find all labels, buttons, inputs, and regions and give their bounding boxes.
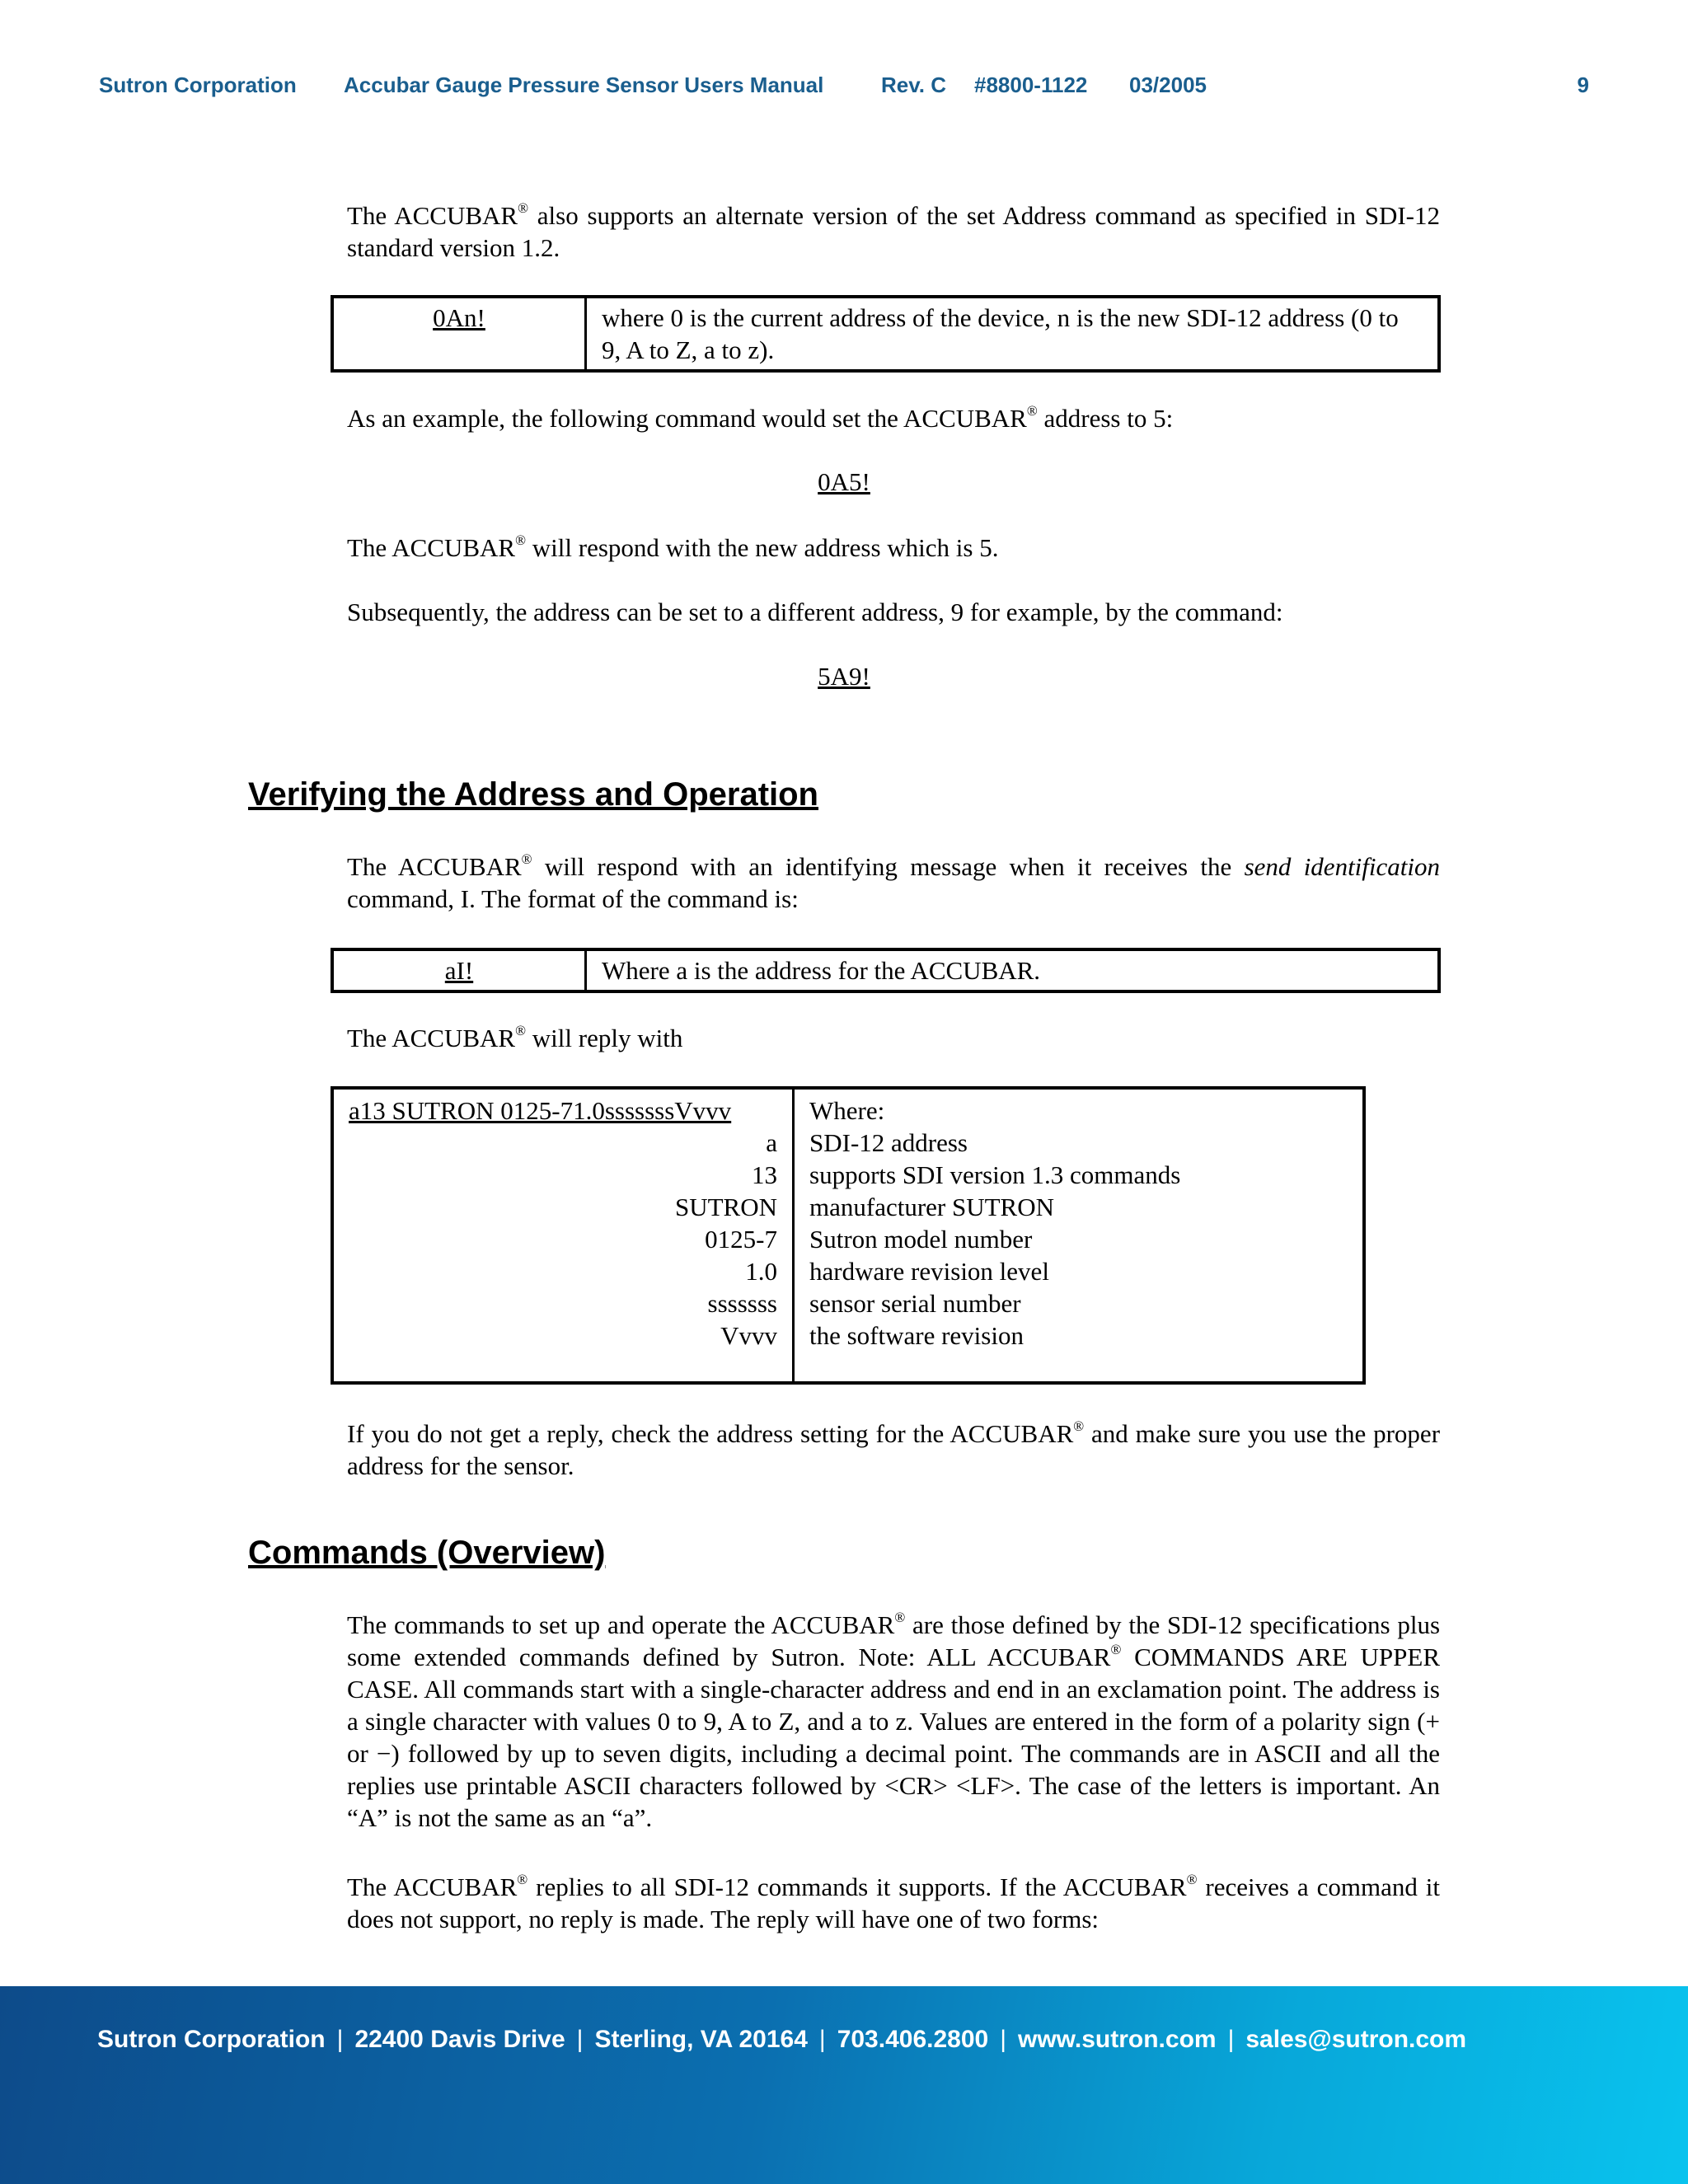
reply-field: a xyxy=(766,1128,777,1157)
reply-field-desc: the software revision xyxy=(809,1321,1024,1350)
respond-paragraph: The ACCUBAR® will respond with the new address which is 5. xyxy=(347,532,999,562)
footer-website-link[interactable]: www.sutron.com xyxy=(1018,2026,1217,2053)
reply-field-desc: hardware revision level xyxy=(809,1257,1049,1286)
reply-field: 1.0 xyxy=(745,1257,777,1286)
reply-field-desc: Sutron model number xyxy=(809,1225,1033,1254)
reply-field: Vvvv xyxy=(720,1321,777,1350)
replies-paragraph: The ACCUBAR® replies to all SDI-12 commands it supports. If the ACCUBAR® receives a command it does not support, no reply is made. The reply will have one of two forms: xyxy=(347,1872,1440,1933)
header-doc-number: #8800-1122 xyxy=(974,73,1088,97)
section-heading-verifying: Verifying the Address and Operation xyxy=(248,776,818,813)
example-command-2: 5A9! xyxy=(818,662,870,691)
section-heading-commands: Commands (Overview) xyxy=(248,1535,606,1571)
commands-paragraph: The commands to set up and operate the ACCUBAR® are those defined by the SDI-12 specifications plus some extended commands defined by Sutron. Note: ALL ACCUBAR® COMMANDS ARE UPPER CASE. All commands start with a single-character address and end in an exclamation point. The address is a single character with values 0 to 9, A to Z, and a to z. Values are entered in the form of a polarity sign (+ or −) followed by up to seven digits, including a decimal point. The commands are in ASCII and all the replies use printable ASCII characters followed by <CR> <LF>. The case of the letters is important. An “A” is not the same as an “a”. xyxy=(347,1610,1441,1832)
example-paragraph: As an example, the following command would set the ACCUBAR® address to 5: xyxy=(347,403,1174,433)
footer-city: Sterling, VA 20164 xyxy=(594,2026,808,2053)
reply-field: 0125-7 xyxy=(705,1225,777,1254)
set-address-command-table xyxy=(331,295,1441,373)
footer-address: 22400 Davis Drive xyxy=(354,2026,565,2053)
footer-phone: 703.406.2800 xyxy=(837,2026,989,2053)
header-title: Accubar Gauge Pressure Sensor Users Manual xyxy=(344,73,824,97)
reply-intro-paragraph: The ACCUBAR® will reply with xyxy=(347,1023,683,1052)
reply-field: sssssss xyxy=(707,1289,777,1318)
example-command-1: 0A5! xyxy=(818,467,870,496)
command-cell: aI! xyxy=(332,949,586,991)
reply-field: 13 xyxy=(752,1160,777,1189)
reply-format-string: a13 SUTRON 0125-71.0sssssssVvvv xyxy=(349,1096,732,1125)
command-description: Where a is the address for the ACCUBAR. xyxy=(602,956,1041,985)
header-rev: Rev. C xyxy=(881,73,946,97)
reply-descriptions-column xyxy=(794,1088,1365,1383)
reply-field-desc: manufacturer SUTRON xyxy=(809,1193,1054,1221)
header-company: Sutron Corporation xyxy=(99,73,297,97)
no-reply-paragraph: If you do not get a reply, check the address setting for the ACCUBAR® and make sure you use the proper address for the sensor. xyxy=(347,1418,1441,1480)
command-description: where 0 is the current address of the device, n is the new SDI-12 address (0 to 9, A to Z, a to z). xyxy=(602,303,1399,364)
reply-field-desc: sensor serial number xyxy=(809,1289,1021,1318)
footer-company: Sutron Corporation xyxy=(97,2026,326,2053)
footer-contact: Sutron Corporation | 22400 Davis Drive | Sterling, VA 20164 | 703.406.2800 | www.sutron.com | sales@sutron.com xyxy=(97,2026,1467,2053)
footer-banner xyxy=(0,1986,1688,2184)
command-cell: 0An! xyxy=(332,297,586,371)
subsequent-paragraph: Subsequently, the address can be set to a different address, 9 for example, by the command: xyxy=(347,598,1283,626)
reply-format-table xyxy=(331,1086,1366,1385)
identify-command-table xyxy=(331,948,1441,993)
intro-paragraph: The ACCUBAR® also supports an alternate version of the set Address command as specified in SDI-12 standard version 1.2. xyxy=(347,200,1440,262)
header-date: 03/2005 xyxy=(1129,73,1207,97)
reply-field: SUTRON xyxy=(674,1193,777,1221)
registered-mark: ® xyxy=(518,200,529,216)
page-number: 9 xyxy=(1577,73,1589,97)
footer-email-link[interactable]: sales@sutron.com xyxy=(1245,2026,1467,2053)
reply-field-desc: SDI-12 address xyxy=(809,1128,968,1157)
reply-fields-column xyxy=(332,1088,794,1383)
identify-paragraph: The ACCUBAR® will respond with an identifying message when it receives the send identification command, I. The format of the command is: xyxy=(347,851,1441,913)
page-header xyxy=(99,73,1589,105)
reply-field-desc: supports SDI version 1.3 commands xyxy=(809,1160,1181,1189)
where-label: Where: xyxy=(809,1096,885,1125)
